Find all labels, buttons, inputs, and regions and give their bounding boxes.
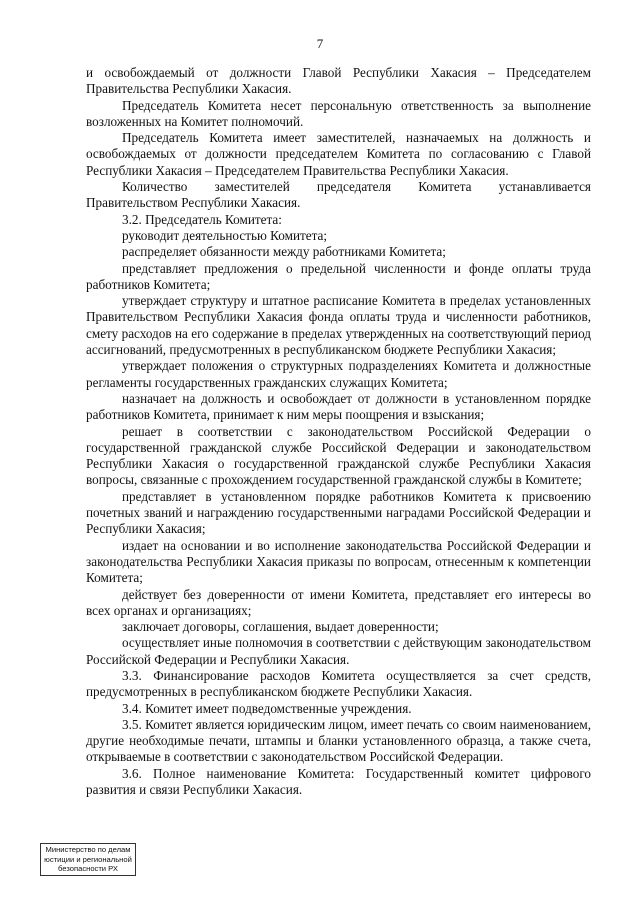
document-body	[86, 65, 591, 798]
section-heading: 3.2. Председатель Комитета:	[122, 211, 282, 227]
paragraph: 3.6. Полное наименование Комитета: Государственный комитет цифрового развития и связи Республики Хакасия.	[86, 765, 591, 798]
paragraph: Председатель Комитета несет персональную ответственность за выполнение возложенных на Комитет полномочий.	[86, 97, 591, 129]
list-item: издает на основании и во исполнение законодательства Российской Федерации и законодательства Республики Хакасия приказы по вопросам, отнесенным к компетенции Комитета;	[86, 537, 591, 586]
list-item: действует без доверенности от имени Комитета, представляет его интересы во всех органах и организациях;	[86, 586, 591, 618]
list-item: назначает на должность и освобождает от должности в установленном порядке работников Комитета, принимает к ним меры поощрения и взыскания;	[86, 390, 591, 423]
list-item: утверждает структуру и штатное расписание Комитета в пределах установленных Правительством Республики Хакасия фонда оплаты труда и численности работников, смету расходов на его содержание в пределах утвержденных на соответствующий период ассигнований, предусмотренных в республиканском бюджете Республики Хакасия;	[86, 293, 591, 358]
list-item: представляет предложения о предельной численности и фонде оплаты труда работников Комитета;	[86, 260, 591, 292]
list-item: утверждает положения о структурных подразделениях Комитета и должностные регламенты государственных гражданских служащих Комитета;	[86, 358, 591, 390]
paragraph: 3.3. Финансирование расходов Комитета осуществляется за счет средств, предусмотренных в республиканском бюджете Республики Хакасия.	[86, 667, 591, 700]
paragraph: Председатель Комитета имеет заместителей, назначаемых на должность и освобождаемых от должности председателем Комитета по согласованию с Главой Республики Хакасия – Председателем Правительства Республики Хакасия.	[86, 130, 591, 178]
paragraph: Количество заместителей председателя Комитета устанавливается Правительством Республики Хакасия.	[86, 179, 591, 211]
list-item: решает в соответствии с законодательством Российской Федерации о государственной гражданской службе Российской Федерации и законодательством Республики Хакасия о государственной гражданской службе Республики Хакасия вопросы, связанные с прохождением государственной гражданской службы в Комитете;	[86, 423, 591, 488]
page-number: 7	[316, 36, 324, 51]
stamp-line: Министерство по делам	[45, 845, 131, 854]
stamp-line: юстиции и региональной	[44, 854, 132, 864]
list-item: руководит деятельностью Комитета;	[122, 227, 328, 243]
paragraph: 3.4. Комитет имеет подведомственные учреждения.	[122, 700, 412, 716]
list-item: распределяет обязанности между работниками Комитета;	[122, 244, 446, 260]
list-item: заключает договоры, соглашения, выдает доверенности;	[122, 619, 439, 635]
list-item: представляет в установленном порядке работников Комитета к присвоению почетных званий и награждению государственными наградами Российской Федерации и Республики Хакасия;	[86, 488, 591, 537]
stamp-line: безопасности РХ	[58, 864, 118, 873]
paragraph: и освобождаемый от должности Главой Республики Хакасия – Председателем Правительства Республики Хакасия.	[86, 65, 591, 97]
registration-stamp	[40, 843, 136, 876]
paragraph: 3.5. Комитет является юридическим лицом, имеет печать со своим наименованием, другие необходимые печати, штампы и бланки установленного образца, а также счета, открываемые в соответствии с законодательством Российской Федерации.	[86, 716, 591, 765]
list-item: осуществляет иные полномочия в соответствии с действующим законодательством Российской Федерации и Республики Хакасия.	[86, 635, 591, 667]
